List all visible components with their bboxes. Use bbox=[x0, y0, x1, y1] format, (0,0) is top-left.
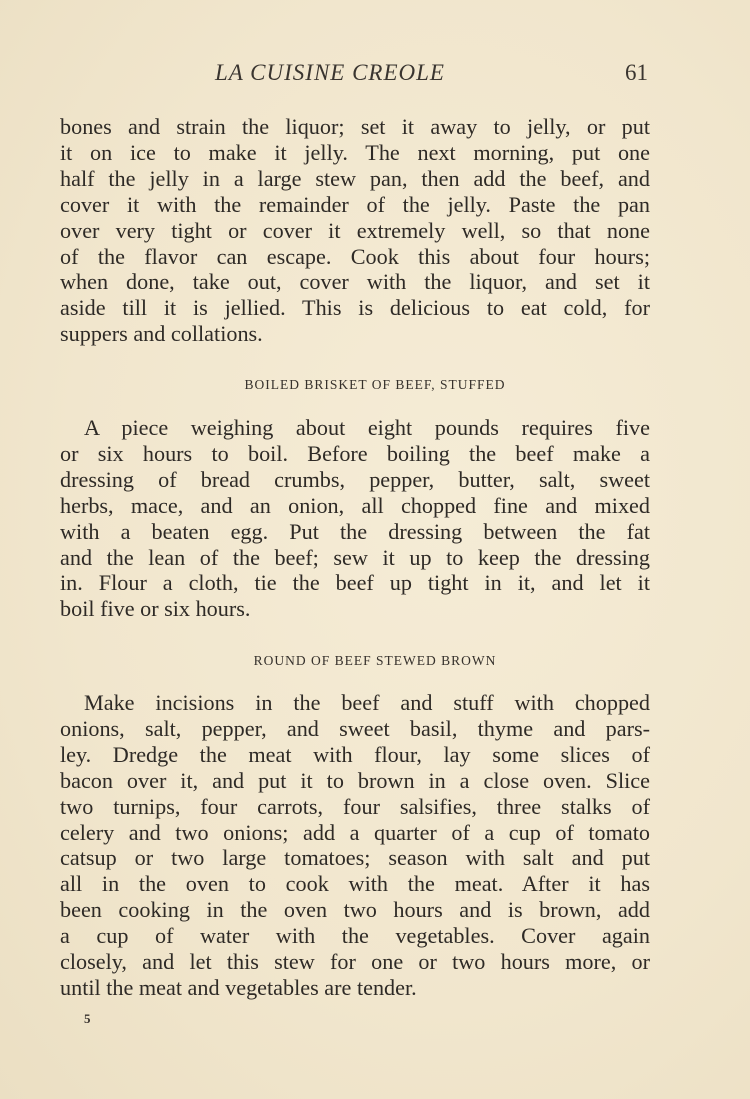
signature-mark: 5 bbox=[84, 1011, 91, 1026]
text-line: onions, salt, pepper, and sweet basil, thyme and pars- bbox=[60, 715, 650, 741]
text-line: it on ice to make it jelly. The next morning, put one bbox=[60, 139, 650, 165]
text-line: suppers and collations. bbox=[60, 321, 263, 347]
text-line: aside till it is jellied. This is delicious to eat cold, for bbox=[60, 295, 650, 321]
text-line: when done, take out, cover with the liquor, and set it bbox=[60, 269, 650, 295]
continuation-paragraph bbox=[60, 114, 650, 347]
text-line: over very tight or cover it extremely well, so that none bbox=[60, 217, 650, 243]
running-head bbox=[0, 60, 750, 90]
text-line: catsup or two large tomatoes; season with salt and put bbox=[60, 845, 650, 871]
recipe-body-boiled-brisket bbox=[60, 415, 650, 622]
recipe-heading-boiled-brisket: BOILED BRISKET OF BEEF, STUFFED bbox=[244, 377, 506, 392]
text-line: closely, and let this stew for one or two hours more, or bbox=[60, 949, 650, 975]
text-line: herbs, mace, and an onion, all chopped fine and mixed bbox=[60, 492, 650, 518]
text-line: all in the oven to cook with the meat. After it has bbox=[60, 871, 650, 897]
text-line: celery and two onions; add a quarter of a cup of tomato bbox=[60, 819, 650, 845]
text-line: or six hours to boil. Before boiling the beef make a bbox=[60, 440, 650, 466]
text-line: half the jelly in a large stew pan, then add the beef, and bbox=[60, 165, 650, 191]
text-line: of the flavor can escape. Cook this about four hours; bbox=[60, 243, 650, 269]
text-line: A piece weighing about eight pounds requires five bbox=[84, 415, 650, 440]
text-line: been cooking in the oven two hours and is brown, add bbox=[60, 897, 650, 923]
text-line: cover it with the remainder of the jelly. Paste the pan bbox=[60, 191, 650, 217]
text-line: boil five or six hours. bbox=[60, 596, 251, 622]
text-line: bones and strain the liquor; set it away to jelly, or put bbox=[60, 114, 650, 139]
text-line: a cup of water with the vegetables. Cover again bbox=[60, 923, 650, 949]
text-line: bacon over it, and put it to brown in a close oven. Slice bbox=[60, 767, 650, 793]
running-title: LA CUISINE CREOLE bbox=[215, 60, 445, 85]
text-line: Make incisions in the beef and stuff with chopped bbox=[84, 690, 650, 715]
text-line: until the meat and vegetables are tender. bbox=[60, 974, 417, 1000]
text-line: in. Flour a cloth, tie the beef up tight in it, and let it bbox=[60, 570, 650, 596]
page-number: 61 bbox=[625, 60, 648, 85]
text-line: dressing of bread crumbs, pepper, butter, salt, sweet bbox=[60, 466, 650, 492]
text-line: two turnips, four carrots, four salsifies, three stalks of bbox=[60, 793, 650, 819]
text-line: and the lean of the beef; sew it up to keep the dressing bbox=[60, 544, 650, 570]
text-line: ley. Dredge the meat with flour, lay some slices of bbox=[60, 741, 650, 767]
recipe-body-round-of-beef bbox=[60, 690, 650, 1001]
text-line: with a beaten egg. Put the dressing between the fat bbox=[60, 518, 650, 544]
recipe-heading-round-of-beef: ROUND OF BEEF STEWED BROWN bbox=[253, 653, 497, 668]
